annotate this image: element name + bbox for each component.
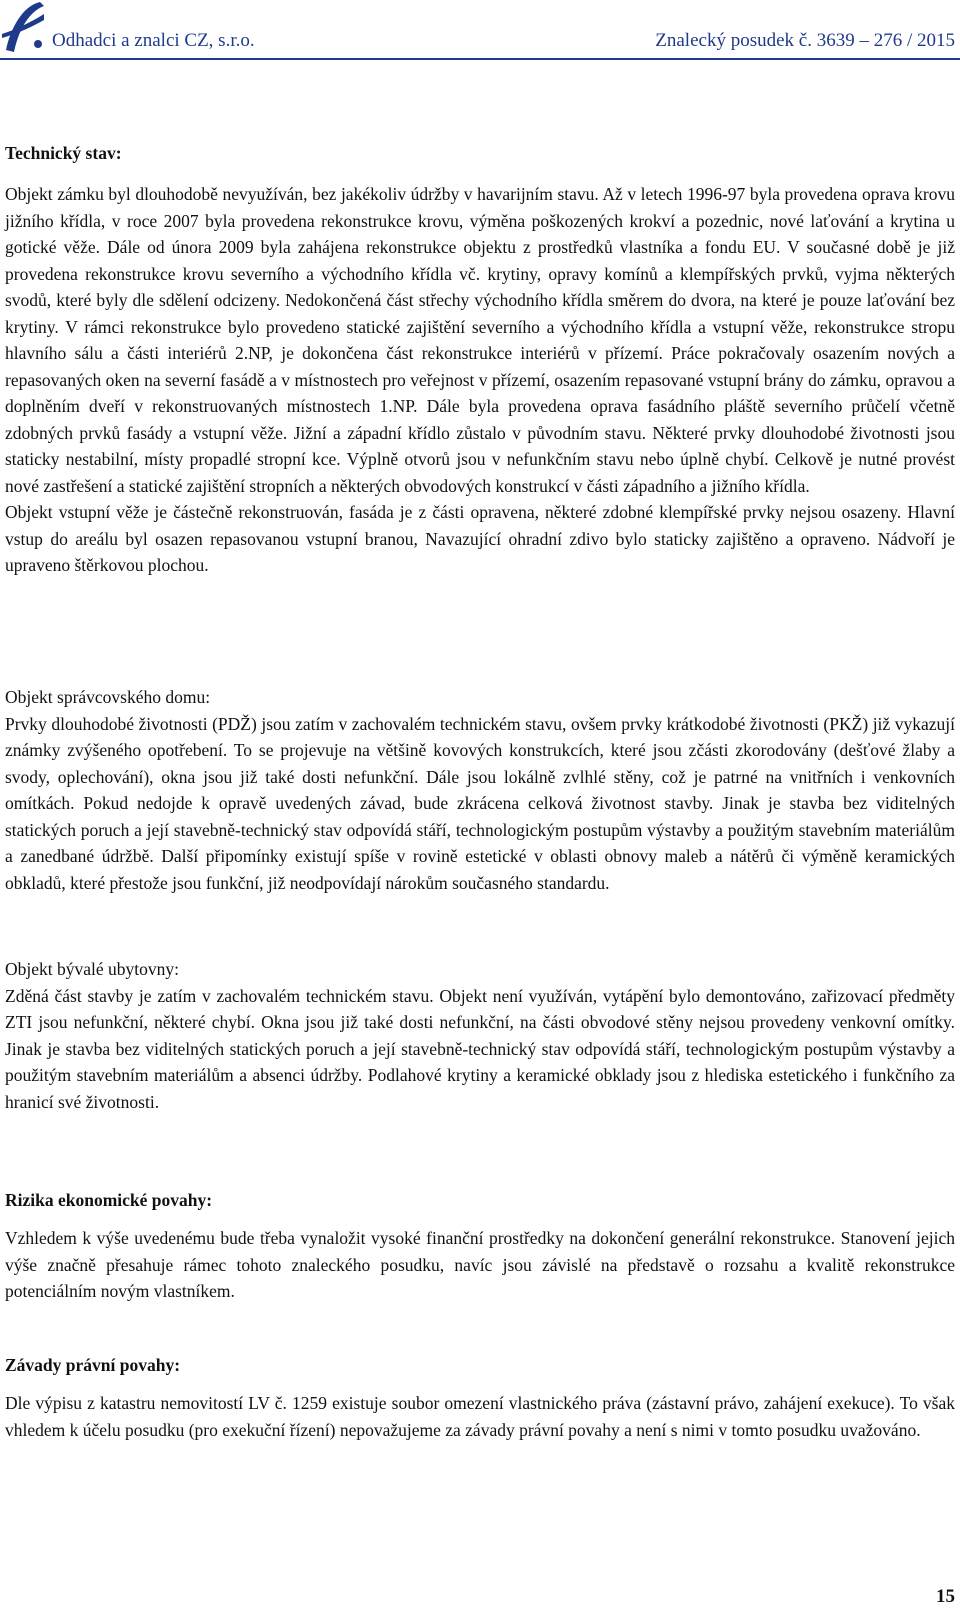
technical-state-text xyxy=(5,181,955,579)
economic-risks-text xyxy=(5,1225,955,1305)
admin-building-title: Objekt správcovského domu: xyxy=(5,687,211,707)
legal-defects-text xyxy=(5,1390,955,1443)
technical-paragraph-1: Objekt zámku byl dlouhodobě nevyužíván, bez jakékoliv údržby v havarijním stavu. Až v letech 1996-97 byla provedena oprava krovu jižního křídla, v roce 2007 byla provedena rekonstrukce krovu, výměna poškozených krokví a pozednic, nové laťování a krytina u gotické věže. Dále od února 2009 byla zahájena rekonstrukce objektu z prostředků vlastníka a fondu EU. V současné době je již provedena rekonstrukce krovu severního a východního křídla vč. krytiny, opravy komínů a klempířských prvků, vyjma některých svodů, které byly dle sdělení odcizeny. Nedokončená část střechy východního křídla směrem do dvora, na které je pouze laťování bez krytiny. V rámci rekonstrukce bylo provedeno statické zajištění severního a východního křídla a vstupní věže, rekonstrukce stropu hlavního sálu a části interiérů 2.NP, je dokončena část rekonstrukce interiérů v přízemí. Práce pokračovaly osazením nových a repasovaných oken na severní fasádě a v místnostech pro veřejnost v přízemí, osazením repasované vstupní brány do zámku, opravou a doplněním dveří v rekonstruovaných místnostech 1.NP. Dále byla provedena oprava fasádního pláště severního průčelí včetně zdobných prvků fasády a vstupní věže. Jižní a západní křídlo zůstalo v původním stavu. Některé prvky dlouhodobé životnosti jsou staticky nestabilní, místy propadlé stropní kce. Výplně otvorů jsou v nefunkčním stavu nebo úplně chybí. Celkově je nutné provést nové zastřešení a statické zajištění stropních a některých obvodových konstrukcí v části západního a jižního křídla. xyxy=(5,184,955,496)
technical-paragraph-2: Objekt vstupní věže je částečně rekonstruován, fasáda je z části opravena, některé zdobné klempířské prvky nejsou osazeny. Hlavní vstup do areálu byl osazen repasovanou vstupní branou, Navazující ohradní zdivo bylo staticky zajištěno a opraveno. Nádvoří je upraveno štěrkovou plochou. xyxy=(5,502,955,575)
heading-legal-defects: Závady právní povahy: xyxy=(5,1355,181,1375)
legal-defects-paragraph: Dle výpisu z katastru nemovitostí LV č. 1259 existuje soubor omezení vlastnického práva (zástavní právo, zahájení exekuce). To však vhledem k účelu posudku (pro exekuční řízení) nepovažujeme za závady právní povahy a není s nimi v tomto posudku uvažováno. xyxy=(5,1393,955,1440)
page-number: 15 xyxy=(936,1586,955,1607)
former-lodging-block xyxy=(5,956,955,1115)
page-header xyxy=(0,0,960,60)
heading-technical-state: Technický stav: xyxy=(5,143,122,163)
admin-building-block xyxy=(5,684,955,896)
company-logo-icon xyxy=(0,0,46,56)
former-lodging-title: Objekt bývalé ubytovny: xyxy=(5,959,180,979)
economic-risks-paragraph: Vzhledem k výše uvedenému bude třeba vynaložit vysoké finanční prostředky na dokončení generální rekonstrukce. Stanovení jejich výše značně přesahuje rámec tohoto znaleckého posudku, navíc jsou závislé na představě o rozsahu a kvalitě rekonstrukce potenciálním novým vlastníkem. xyxy=(5,1228,955,1301)
former-lodging-text: Zděná část stavby je zatím v zachovalém technickém stavu. Objekt není využíván, vytápění bylo demontováno, zařizovací předměty ZTI jsou nefunkční, některé chybí. Okna jsou již také dosti nefunkční, na části obvodové stěny nejsou provedeny venkovní omítky. Jinak je stavba bez viditelných statických poruch a její stavebně-technický stav odpovídá stáří, technologickým postupům výstavby a použitým stavebním materiálům a absenci údržby. Podlahové krytiny a keramické obklady jsou z hlediska estetického i funkčního za hranicí své životnosti. xyxy=(5,985,955,1112)
admin-building-text: Prvky dlouhodobé životnosti (PDŽ) jsou zatím v zachovalém technickém stavu, ovšem prvky krátkodobé životnosti (PKŽ) již vykazují známky zvýšeného opotřebení. To se projevuje na většině kovových konstrukcích, které jsou zčásti zkorodovány (dešťové žlaby a svody, oplechování), okna jsou již také dosti nefunkční. Dále jsou lokálně zvlhlé stěny, což je patrné na vnitřních i venkovních omítkách. Pokud nedojde k opravě uvedených závad, bude zkrácena celková životnost stavby. Jinak je stavba bez viditelných statických poruch a její stavebně-technický stav odpovídá stáří, technologickým postupům výstavby a použitým stavebním materiálům a zanedbané údržbě. Další připomínky existují spíše v rovině estetické v oblasti obnovy maleb a nátěrů či výměně keramických obkladů, které přestože jsou funkční, již neodpovídají nárokům současného standardu. xyxy=(5,713,955,893)
heading-economic-risks: Rizika ekonomické povahy: xyxy=(5,1190,213,1210)
report-number: Znalecký posudek č. 3639 – 276 / 2015 xyxy=(655,30,955,51)
company-name: Odhadci a znalci CZ, s.r.o. xyxy=(52,30,255,51)
header-divider xyxy=(0,58,960,60)
